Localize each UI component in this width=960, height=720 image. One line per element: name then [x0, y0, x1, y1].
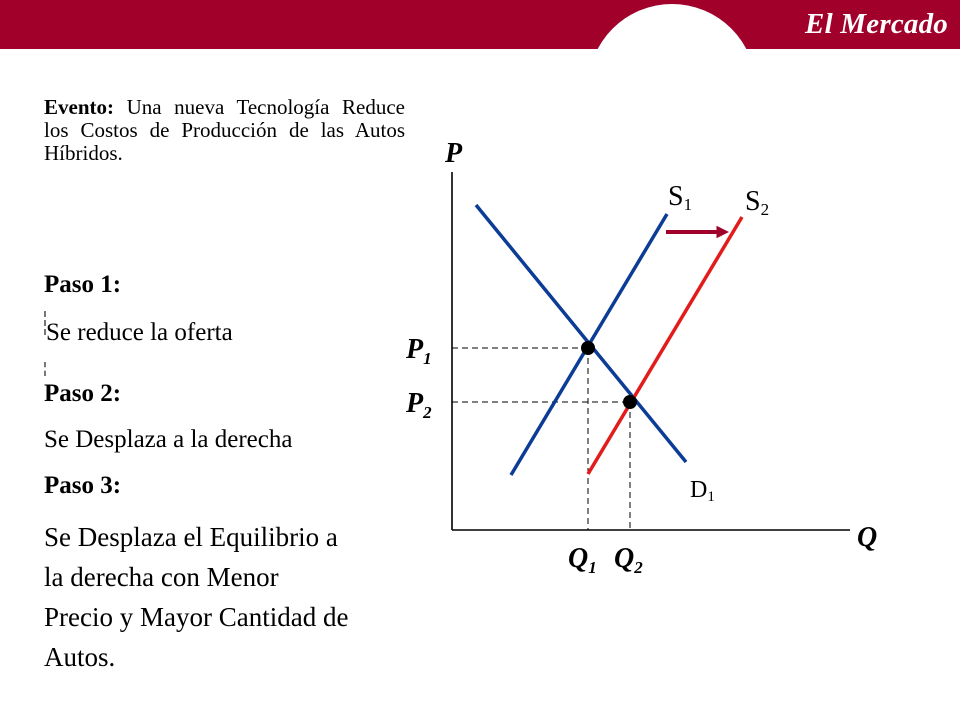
y-axis-label: P: [445, 138, 463, 169]
curve-label-d1-main: D: [690, 477, 708, 503]
price-label-p2-sub: 2: [423, 403, 432, 422]
evento-label: Evento:: [44, 95, 114, 119]
quantity-label-q1: [568, 543, 597, 577]
price-label-p1-main: P: [406, 334, 424, 365]
equilibrium-point-2: [623, 395, 637, 409]
curve-label-s1: [668, 181, 692, 214]
equilibrium-point-1: [581, 341, 595, 355]
price-label-p2-main: P: [406, 388, 424, 419]
curve-label-s1-main: S: [668, 181, 684, 212]
quantity-label-q2-sub: 2: [634, 558, 643, 577]
curve-label-s2-main: S: [745, 186, 761, 217]
price-label-p2: [405, 388, 432, 422]
paso-1-heading: Paso 1:: [44, 271, 122, 298]
paso-2-heading: Paso 2:: [44, 380, 122, 407]
evento-text: Una nueva Tecnología Reduce los Costos de Producción de las Autos Híbridos.: [44, 95, 405, 165]
curve-label-s2-sub: 2: [760, 200, 770, 219]
quantity-label-q1-sub: 1: [588, 558, 597, 577]
paso-3-text: Se Desplaza el Equilibrio a la derecha con Menor Precio y Mayor Cantidad de Autos.: [44, 522, 349, 672]
paso-1-text-content: Se reduce la oferta: [46, 319, 233, 346]
curve-label-d1: [690, 477, 715, 505]
curve-label-s1-sub: 1: [683, 195, 693, 214]
demand-curve-d1: [476, 205, 686, 462]
page-title: El Mercado: [805, 8, 948, 40]
quantity-label-q1-main: Q: [568, 543, 589, 574]
curve-label-s2: [745, 186, 769, 219]
quantity-label-q2: [614, 543, 643, 577]
paso-2-text-content: Se Desplaza a la derecha: [44, 426, 293, 453]
curve-label-d1-sub: 1: [707, 489, 715, 505]
x-axis-label: Q: [857, 522, 878, 553]
price-label-p1: [405, 334, 432, 368]
quantity-label-q2-main: Q: [614, 543, 635, 574]
price-label-p1-sub: 1: [423, 349, 432, 368]
paso-3-heading: Paso 3:: [44, 472, 122, 499]
